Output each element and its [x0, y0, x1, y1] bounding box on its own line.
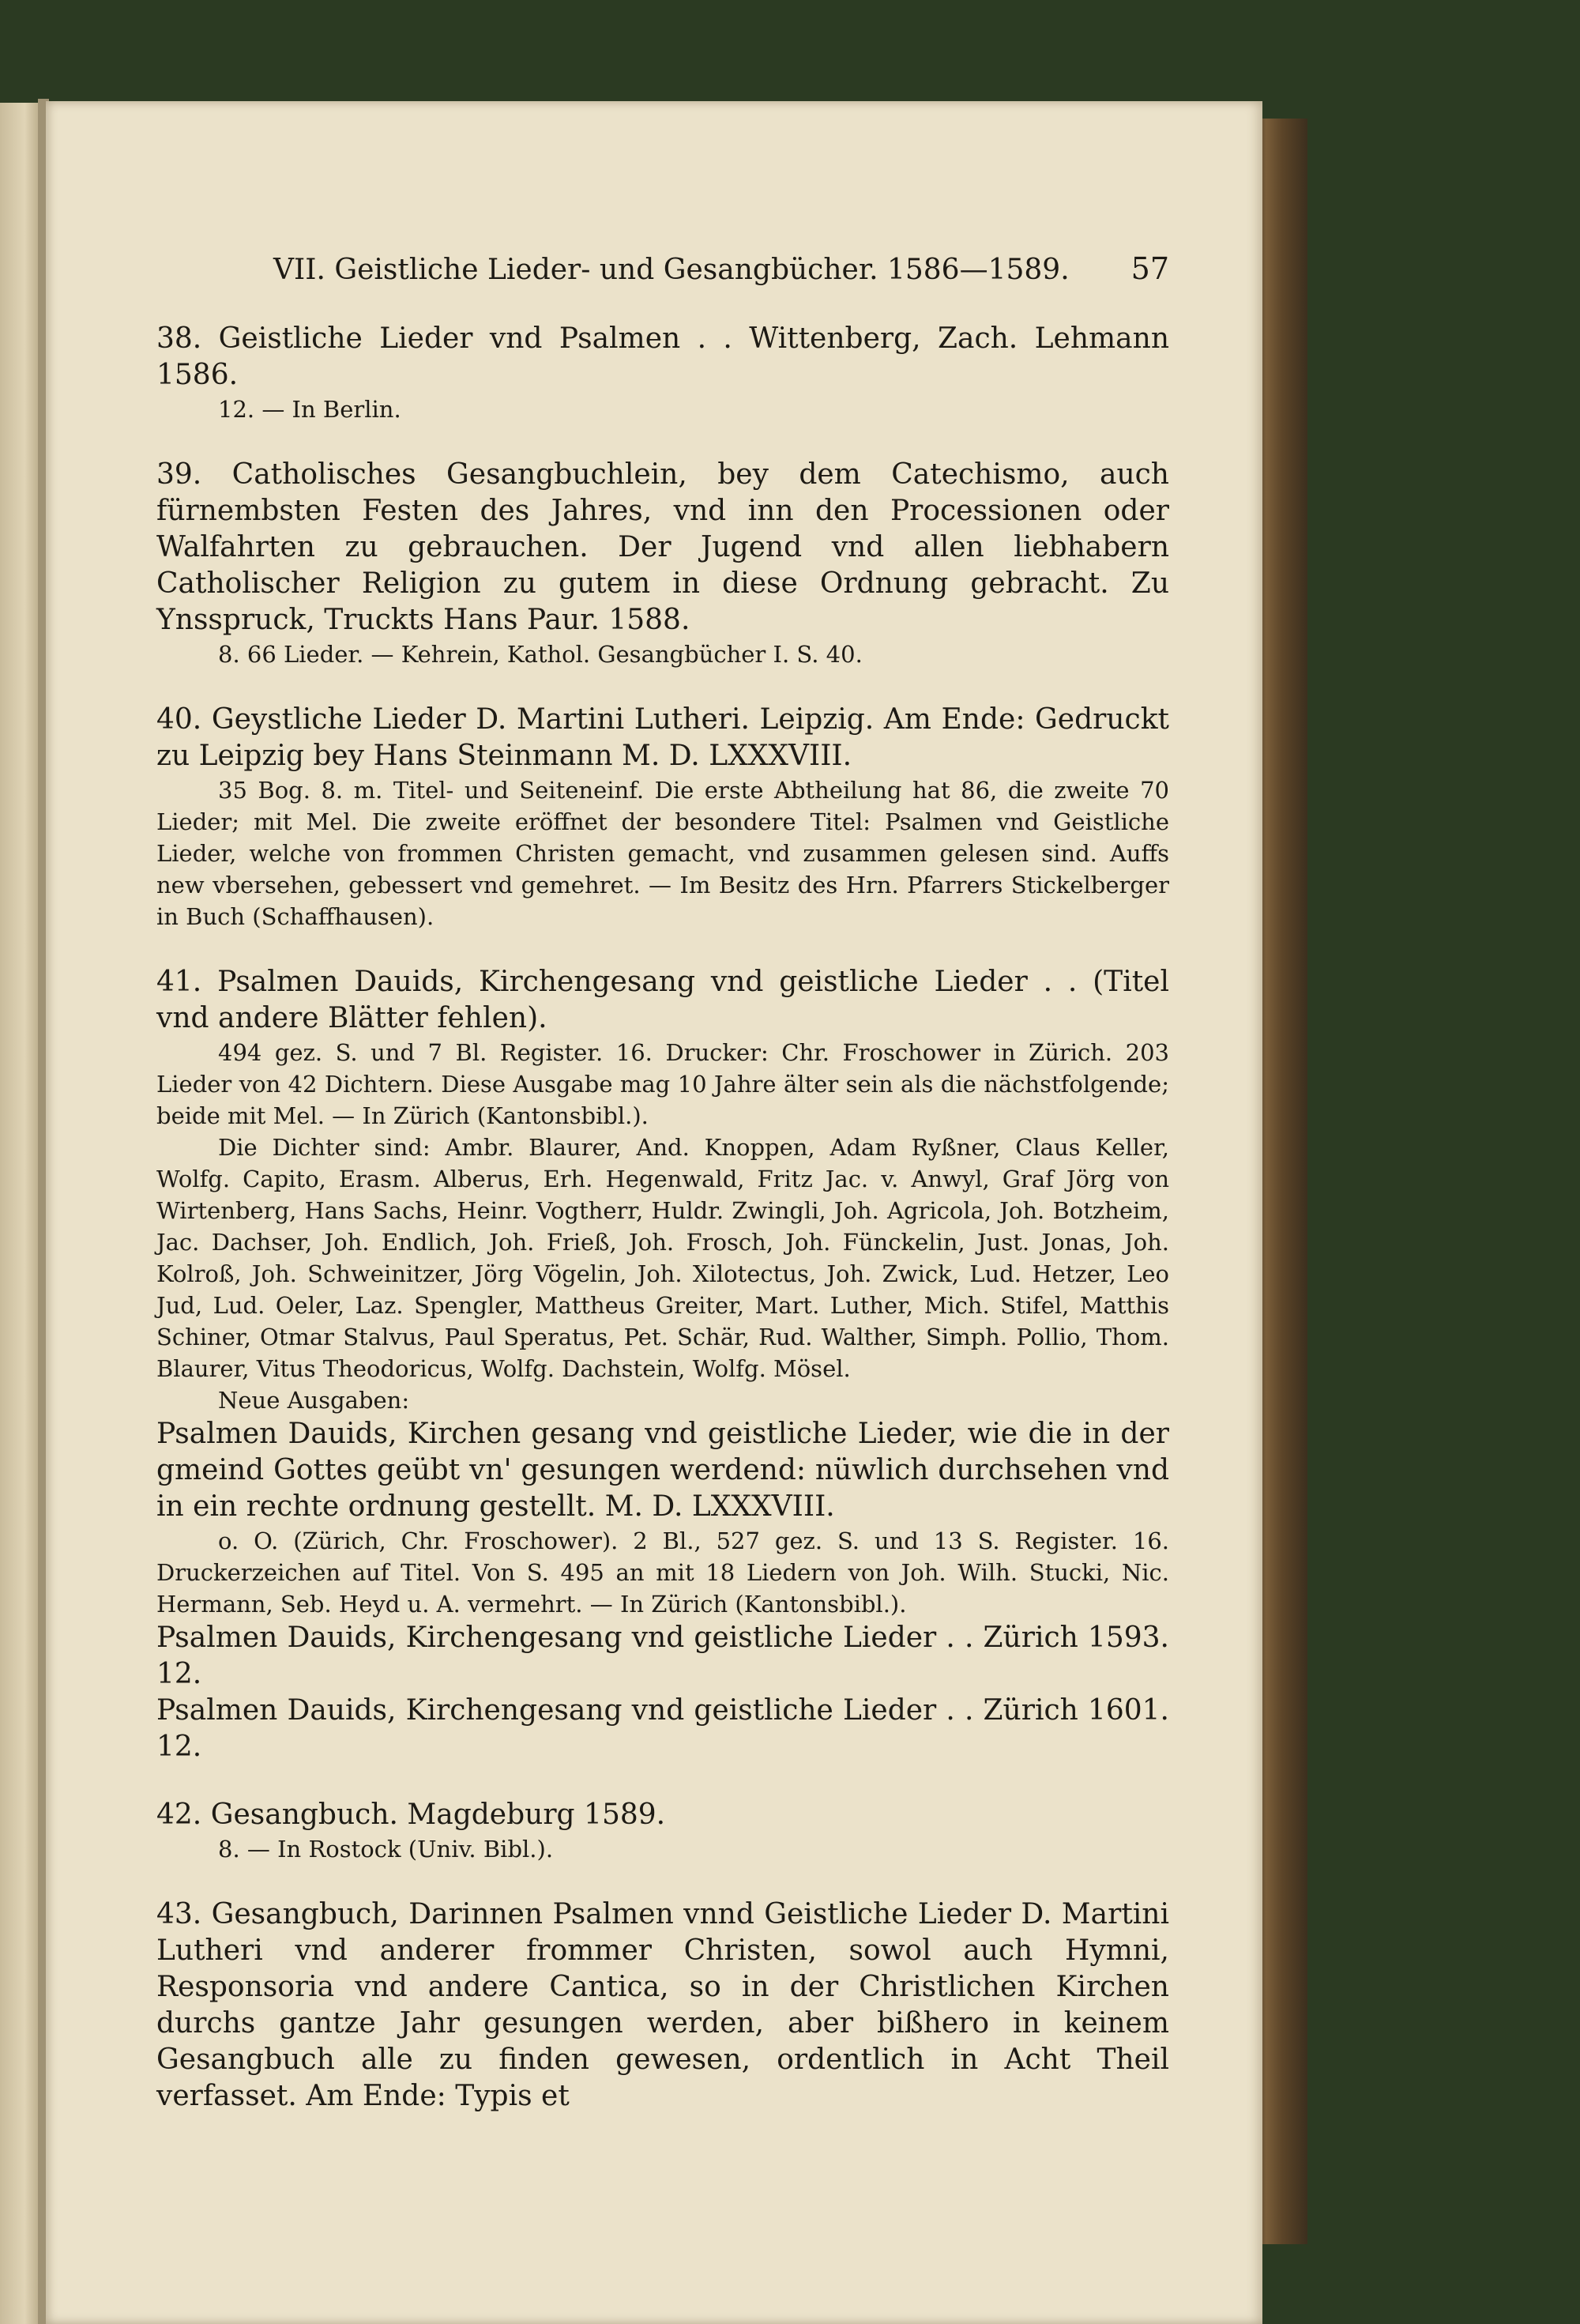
poet-list: Die Dichter sind: Ambr. Blaurer, And. Knoppen, Adam Ryßner, Claus Keller, Wolfg. Capito, Erasm. Alberus, Erh. Hegenwald, Fritz Jac. v. Anwyl, Graf Jörg von Wirtenberg, Hans Sachs, Heinr. Vogtherr, Huldr. Zwingli, Joh. Agricola, Joh. Botzheim, Jac. Dachser, Joh. Endlich, Joh. Frieß, Joh. Frosch, Joh. Fünckelin, Just. Jonas, Joh. Kolroß, Joh. Schweinitzer, Jörg Vögelin, Joh. Xilotectus, Joh. Zwick, Lud. Hetzer, Leo Jud, Lud. Oeler, Laz. Spengler, Mattheus Greiter, Mart. Luther, Mich. Stifel, Matthis Schiner, Otmar Stalvus, Paul Speratus, Pet. Schär, Rud. Walther, Simph. Pollio, Thom. Blaurer, Vitus Theodoricus, Wolfg. Dachstein, Wolfg. Mösel. — [156, 1134, 1169, 1382]
edition-note: o. O. (Zürich, Chr. Froschower). 2 Bl., 527 gez. S. und 13 S. Register. 16. Druckerzeichen auf Titel. Von S. 495 an mit 18 Liedern von Joh. Wilh. Stucki, Nic. Hermann, Seb. Heyd u. A. vermehrt. — In Zürich (Kantonsbibl.). — [156, 1527, 1169, 1618]
new-editions-heading: Neue Ausgaben: — [218, 1387, 410, 1414]
edition-title: Psalmen Dauids, Kirchengesang vnd geistliche Lieder . . Zürich 1601. 12. — [156, 1694, 1169, 1763]
entry-title: 39. Catholisches Gesangbuchlein, bey dem Catechismo, auch fürnembsten Festen des Jahres, vnd inn den Processionen oder Walfahrten zu gebrauchen. Der Jugend vnd allen liebhabern Catholischer Religion zu gutem in diese Ordnung gebracht. Zu Ynsspruck, Truckts Hans Paur. 1588. — [156, 458, 1169, 636]
page-number: 57 — [1130, 251, 1169, 286]
entry-note: 35 Bog. 8. m. Titel- und Seiteneinf. Die erste Abtheilung hat 86, die zweite 70 Lieder; mit Mel. Die zweite eröffnet der besondere Titel: Psalmen vnd Geistliche Lieder, welche von frommen Christen gemacht, vnd zusammen gelesen sind. Auffs new vbersehen, gebessert vnd gemehret. — Im Besitz des Hrn. Pfarrers Stickelberger in Buch (Schaffhausen). — [156, 777, 1169, 930]
running-title: VII. Geistliche Lieder- und Gesangbücher. 1586—1589. — [273, 254, 1070, 286]
entry-title: 40. Geystliche Lieder D. Martini Lutheri. Leipzig. Am Ende: Gedruckt zu Leipzig bey Hans Steinmann M. D. LXXXVIII. — [156, 703, 1169, 772]
entry-42 — [156, 1797, 1169, 1865]
entry-40 — [156, 702, 1169, 932]
entry-note: 8. 66 Lieder. — Kehrein, Kathol. Gesangbücher I. S. 40. — [218, 641, 863, 668]
running-header — [156, 251, 1169, 299]
page-content — [156, 251, 1169, 2115]
entry-41 — [156, 964, 1169, 1765]
entry-43 — [156, 1896, 1169, 2115]
entry-note: 494 gez. S. und 7 Bl. Register. 16. Drucker: Chr. Froschower in Zürich. 203 Lieder von 42 Dichtern. Diese Ausgabe mag 10 Jahre älter sein als die nächstfolgende; beide mit Mel. — In Zürich (Kantonsbibl.). — [156, 1039, 1169, 1129]
entry-38 — [156, 321, 1169, 425]
entry-title: 41. Psalmen Dauids, Kirchengesang vnd geistliche Lieder . . (Titel vnd andere Blätter fehlen). — [156, 966, 1169, 1034]
entry-39 — [156, 457, 1169, 670]
entry-title: 42. Gesangbuch. Magdeburg 1589. — [156, 1799, 666, 1831]
edition-title: Psalmen Dauids, Kirchengesang vnd geistliche Lieder . . Zürich 1593. 12. — [156, 1622, 1169, 1690]
edition-title: Psalmen Dauids, Kirchen gesang vnd geistliche Lieder, wie die in der gmeind Gottes geübt vn' gesungen werdend: nüwlich durchsehen vnd in ein rechte ordnung gestellt. M. D. LXXXVIII. — [156, 1418, 1169, 1523]
entry-note: 8. — In Rostock (Univ. Bibl.). — [218, 1836, 554, 1863]
entry-title: 43. Gesangbuch, Darinnen Psalmen vnnd Geistliche Lieder D. Martini Lutheri vnd anderer frommer Christen, sowol auch Hymni, Responsoria vnd andere Cantica, so in der Christlichen Kirchen durchs gantze Jahr gesungen werden, aber bißhero in keinem Gesangbuch alle zu finden gewesen, ordentlich in Acht Theil verfasset. Am Ende: Typis et — [156, 1898, 1169, 2112]
entry-title: 38. Geistliche Lieder vnd Psalmen . . Wittenberg, Zach. Lehmann 1586. — [156, 322, 1169, 391]
book-page — [46, 101, 1262, 2324]
entry-note: 12. — In Berlin. — [218, 396, 401, 423]
left-page-edge — [0, 103, 41, 2324]
